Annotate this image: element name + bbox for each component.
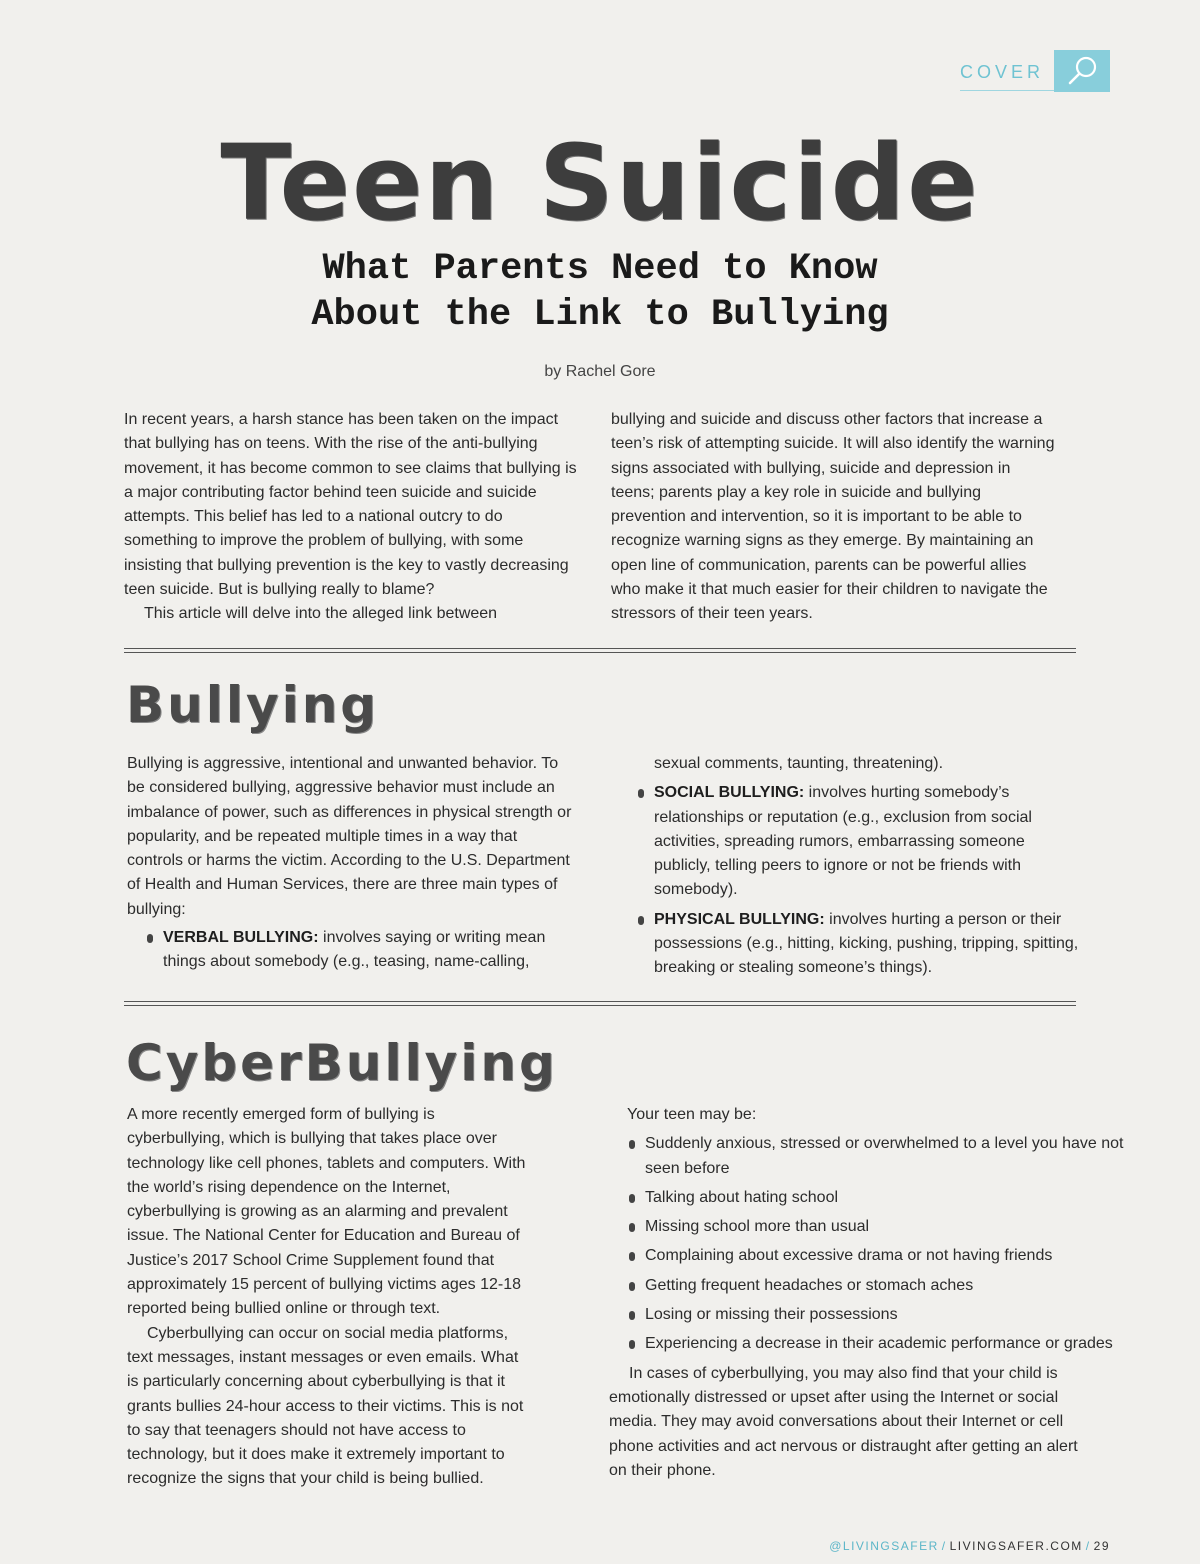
list-item: Getting frequent headaches or stomach aches: [627, 1274, 1129, 1298]
list-item: Talking about hating school: [627, 1186, 1129, 1210]
section-tag-label: COVER: [960, 62, 1045, 82]
bullying-column-right: [636, 752, 1081, 981]
verbal-bullying-text: involves saying or writing mean things about somebody (e.g., teasing, name-calling,: [163, 929, 546, 971]
social-handle: @LIVINGSAFER: [829, 1539, 939, 1553]
list-item: Losing or missing their possessions: [627, 1303, 1129, 1327]
intro-paragraph-2: This article will delve into the alleged link between: [144, 605, 498, 623]
section-heading-cyberbullying: CyberBullying: [126, 1034, 558, 1092]
list-item: [145, 926, 572, 975]
list-item: Complaining about excessive drama or not having friends: [627, 1244, 1129, 1268]
list-item: Suddenly anxious, stressed or overwhelmed to a level you have not seen before: [627, 1132, 1129, 1181]
website-url: LIVINGSAFER.COM: [949, 1539, 1083, 1553]
intro-column-left: [124, 408, 579, 627]
physical-bullying-label: PHYSICAL BULLYING:: [654, 910, 825, 928]
bullying-types-list: [127, 926, 572, 975]
bullying-paragraph: Bullying is aggressive, intentional and unwanted behavior. To be considered bullying, aggressive behavior must include an imbalance of power, such as differences in physical strength or popularity, and be repeated multiple times in a way that controls or harms the victim. According to the U.S. Department of Health and Human Services, there are three main types of bullying:: [127, 755, 572, 918]
verbal-bullying-continued: sexual comments, taunting, threatening).: [654, 755, 944, 772]
verbal-bullying-label: VERBAL BULLYING:: [163, 929, 319, 947]
magnifier-icon: [1054, 50, 1110, 92]
page-footer: [760, 1539, 1110, 1553]
intro-paragraph-1: In recent years, a harsh stance has been taken on the impact that bullying has on teens. With the rise of the anti-bullying movement, it has become common to see claims that bullying is a major contributing factor behind teen suicide and suicide attempts. This belief has led to a national outcry to do something to improve the problem of bullying, with some insisting that bullying prevention is the key to vastly decreasing teen suicide. But is bullying really to blame?: [124, 411, 577, 599]
page-number: 29: [1093, 1539, 1110, 1553]
section-divider: [124, 1001, 1076, 1007]
social-bullying-text: involves hurting somebody’s relationships or reputation (e.g., exclusion from social activities, spreading rumors, embarrassing someone publicly, telling peers to ignore or not be friends with somebody).: [654, 784, 1032, 899]
list-item: Experiencing a decrease in their academic performance or grades: [627, 1332, 1129, 1356]
signs-list-intro: Your teen may be:: [627, 1106, 757, 1123]
intro-column-right: [611, 408, 1056, 627]
cyberbullying-column-left: [127, 1103, 527, 1492]
byline: by Rachel Gore: [544, 363, 656, 380]
footer-separator: /: [941, 1539, 947, 1553]
subtitle-line-2: About the Link to Bullying: [311, 294, 889, 336]
cyberbullying-paragraph-2: Cyberbullying can occur on social media platforms, text messages, instant messages or even emails. What is particularly concerning about cyberbullying is that it grants bullies 24-hour access to their victims. This is not to say that teenagers should not have access to technology, but it does make it extremely important to recognize the signs that your child is being bullied.: [127, 1324, 524, 1488]
subtitle-line-1: What Parents Need to Know: [322, 248, 878, 290]
bullying-types-list-continued: [636, 781, 1081, 980]
cyberbullying-paragraph-1: A more recently emerged form of bullying is cyberbullying, which is bullying that takes place over technology like cell phones, tablets and computers. With the world’s rising dependence on the Internet, cyberbullying is growing as an alarming and prevalent issue. The National Center for Education and Bureau of Justice’s 2017 School Crime Supplement found that approximately 15 percent of bullying victims ages 12-18 reported being bullied online or through text.: [127, 1106, 526, 1318]
list-item: [636, 908, 1081, 981]
intro-paragraph-3: bullying and suicide and discuss other factors that increase a teen’s risk of attempting suicide. It will also identify the warning signs associated with bullying, suicide and depression in teens; parents play a key role in suicide and bullying prevention and intervention, so it is important to be able to recognize warning signs as they emerge. By maintaining an open line of communication, parents can be powerful allies who make it that much easier for their children to navigate the stressors of their teen years.: [611, 411, 1055, 623]
section-divider: [124, 648, 1076, 654]
physical-bullying-text: involves hurting a person or their possessions (e.g., hitting, kicking, pushing, tripping, spitting, breaking or stealing someone’s things).: [654, 910, 1079, 977]
bullying-column-left: [127, 752, 572, 975]
warning-signs-list: [609, 1132, 1129, 1356]
section-tag: [960, 50, 1110, 92]
social-bullying-label: SOCIAL BULLYING:: [654, 784, 805, 802]
list-item: [636, 781, 1081, 902]
footer-separator: /: [1085, 1539, 1091, 1553]
cyberbullying-column-right: [609, 1103, 1129, 1483]
page-title: Teen Suicide: [220, 122, 980, 244]
section-heading-bullying: Bullying: [126, 676, 380, 734]
list-item: Missing school more than usual: [627, 1215, 1129, 1239]
cyberbullying-paragraph-3: In cases of cyberbullying, you may also find that your child is emotionally distressed or upset after using the Internet or social media. They may avoid conversations about their Internet or cell phone activities and act nervous or distraught after getting an alert on their phone.: [609, 1364, 1078, 1479]
